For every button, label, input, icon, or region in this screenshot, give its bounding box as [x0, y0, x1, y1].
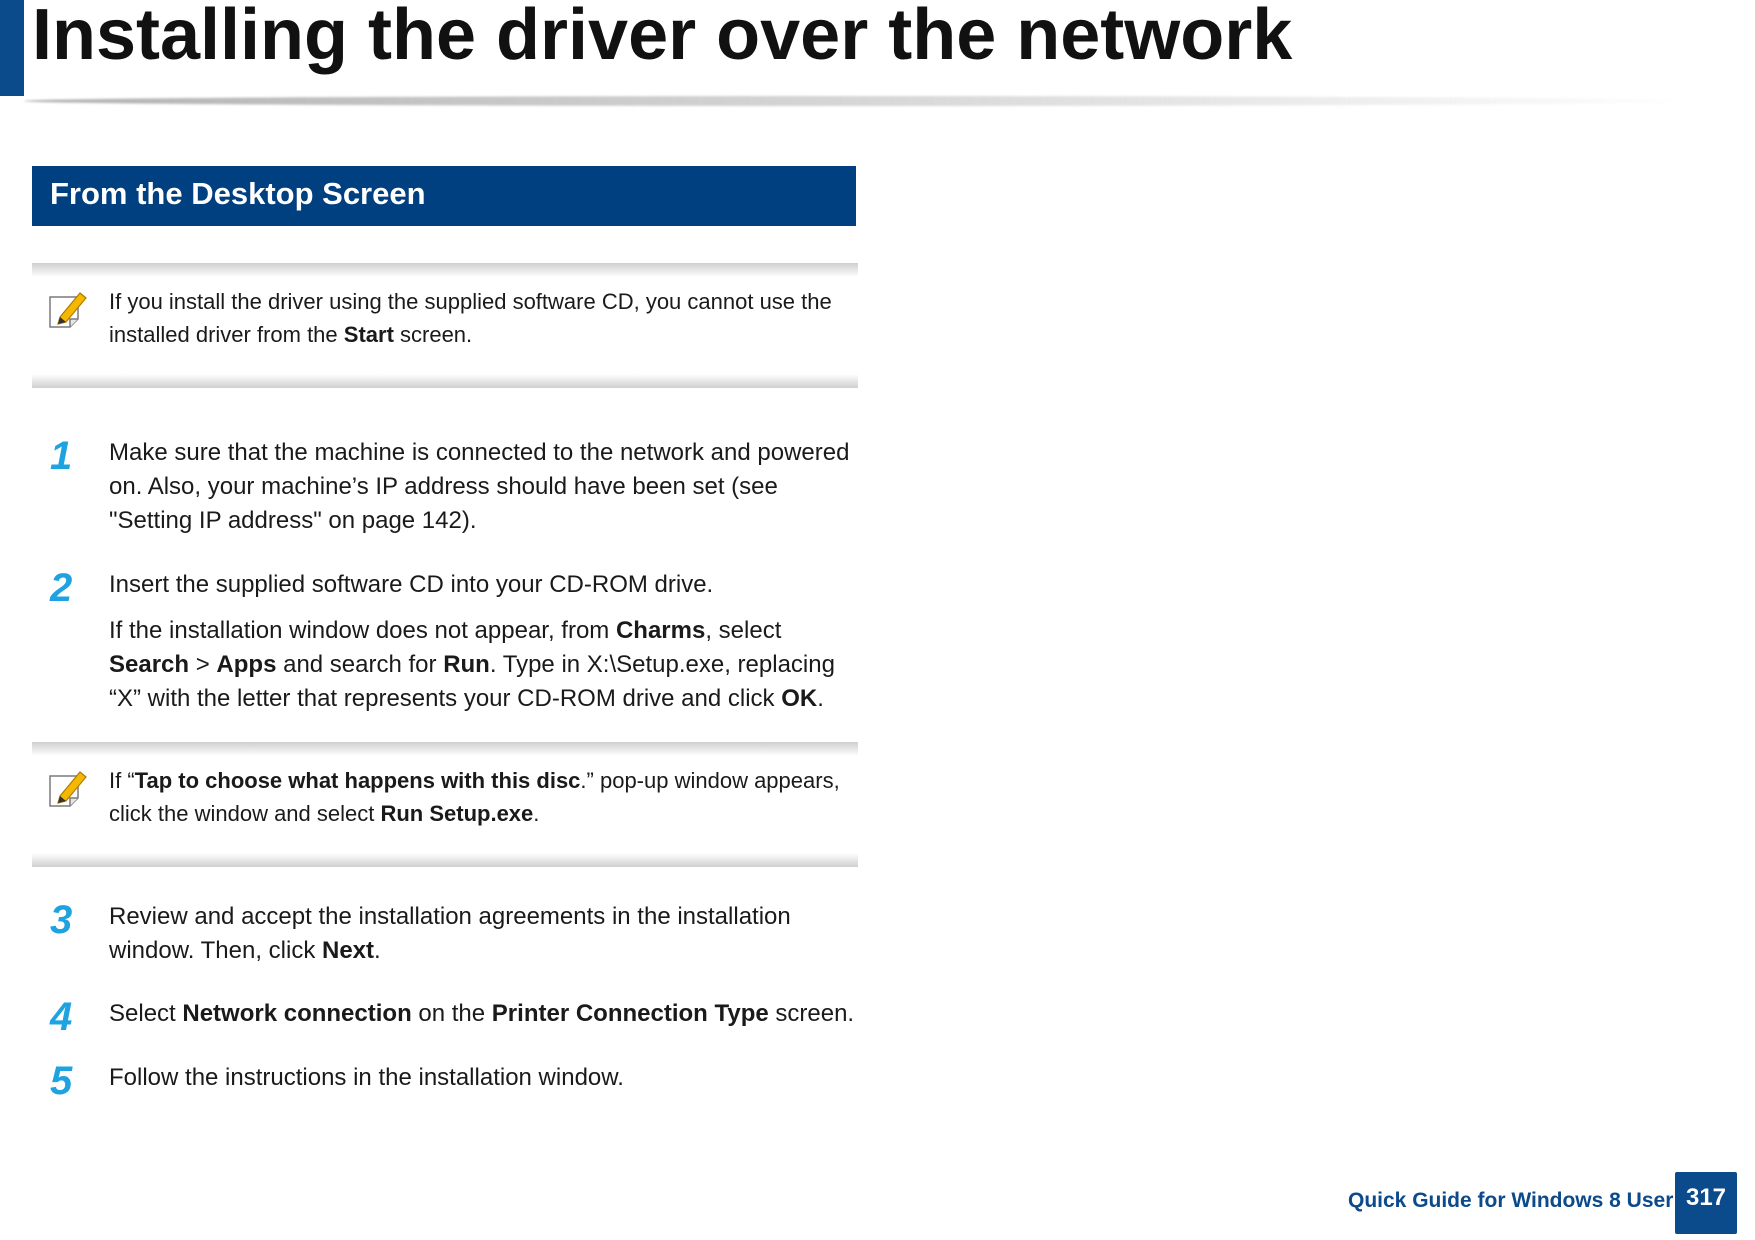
text-part: and search for — [276, 651, 444, 678]
text-part: If the installation window does not appear, from — [109, 617, 616, 644]
text-part: . — [374, 937, 381, 964]
step-number: 3 — [50, 898, 73, 942]
title-divider — [24, 96, 1704, 106]
note-band-bottom — [32, 374, 858, 388]
note-text-part: If “ — [109, 768, 135, 793]
note-text-2 — [109, 764, 857, 830]
page-title: Installing the driver over the network — [32, 0, 1293, 75]
footer-label: Quick Guide for Windows 8 User — [1348, 1189, 1674, 1212]
note-band-top — [32, 742, 858, 756]
bold-charms: Charms — [615, 617, 706, 644]
bold-run: Run — [443, 651, 490, 678]
step-text: Make sure that the machine is connected to the network and powered on. Also, your machine’s IP address should have been set (see "Setting IP address" on page 142). — [109, 439, 850, 534]
pencil-note-icon — [46, 289, 90, 333]
note-text-part: If you install the driver using the supplied software CD, you cannot use the installed driver from the — [109, 289, 832, 347]
text-part: Select — [109, 1000, 183, 1027]
step-text — [109, 900, 859, 968]
bold-run-setup: Run Setup.exe — [380, 801, 534, 826]
text-part: . — [817, 685, 824, 712]
step-number: 1 — [50, 434, 73, 478]
page-number-badge: 317 — [1675, 1172, 1737, 1234]
bold-apps: Apps — [216, 651, 277, 678]
note-text-part: .” pop-up window appears, click the window and select — [109, 768, 840, 826]
bold-ok: OK — [781, 685, 818, 712]
note-bold-start: Start — [343, 322, 394, 347]
bold-printer-connection-type: Printer Connection Type — [491, 1000, 769, 1027]
note-box-2 — [32, 742, 858, 867]
step-text: Follow the instructions in the installation window. — [109, 1064, 624, 1091]
title-accent-bar — [0, 0, 24, 96]
note-box-1 — [32, 263, 858, 388]
bold-tap-to-choose: Tap to choose what happens with this disc — [134, 768, 581, 793]
step-number: 2 — [50, 566, 73, 610]
pencil-note-icon — [46, 768, 90, 812]
step-text — [109, 997, 859, 1031]
step-number: 4 — [50, 995, 73, 1039]
bold-search: Search — [109, 651, 190, 678]
bold-next: Next — [322, 937, 375, 964]
step-main-text: Insert the supplied software CD into your CD-ROM drive. — [109, 571, 714, 598]
text-part: on the — [411, 1000, 492, 1027]
note-text-part: screen. — [393, 322, 473, 347]
step-sub-text — [109, 614, 859, 716]
note-band-bottom — [32, 853, 858, 867]
text-part: . Type in X:\Setup.exe, replacing “X” with the letter that represents your CD-ROM drive and click — [109, 651, 835, 712]
note-text-part: . — [533, 801, 540, 826]
text-part: > — [189, 651, 217, 678]
text-part: , select — [705, 617, 782, 644]
text-part: Review and accept the installation agreements in the installation window. Then, click — [109, 903, 791, 964]
bold-network-connection: Network connection — [182, 1000, 412, 1027]
step-text — [109, 568, 859, 716]
section-title: From the Desktop Screen — [50, 176, 426, 211]
text-part: screen. — [768, 1000, 855, 1027]
step-number: 5 — [50, 1059, 73, 1103]
note-text-1 — [109, 285, 857, 351]
note-band-top — [32, 263, 858, 277]
section-header — [32, 166, 856, 226]
